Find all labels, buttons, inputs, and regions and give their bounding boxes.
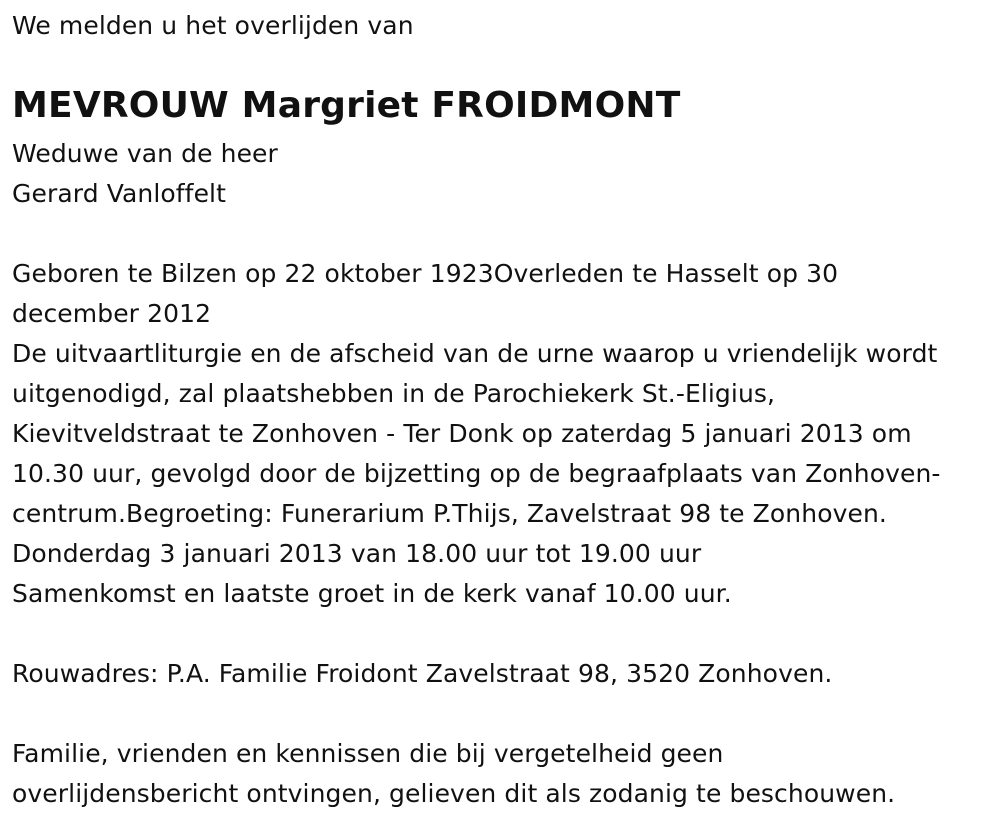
- spouse-line: Weduwe van de heer: [12, 139, 278, 168]
- detail-line: Kievitveldstraat te Zonhoven - Ter Donk op zaterdag 5 januari 2013 om: [12, 419, 912, 448]
- funeral-details: [12, 254, 941, 614]
- detail-line: december 2012: [12, 299, 212, 328]
- detail-line: Donderdag 3 januari 2013 van 18.00 uur tot 19.00 uur: [12, 539, 702, 568]
- address-line: Rouwadres: P.A. Familie Froidont Zavelstraat 98, 3520 Zonhoven.: [12, 659, 833, 688]
- mourning-address: [12, 654, 832, 694]
- spouse-line: Gerard Vanloffelt: [12, 179, 227, 208]
- closing-line: overlijdensbericht ontvingen, gelieven dit als zodanig te beschouwen.: [12, 779, 896, 808]
- detail-line: Geboren te Bilzen op 22 oktober 1923Overleden te Hasselt op 30: [12, 259, 839, 288]
- closing-note: [12, 734, 895, 814]
- spouse-info: [12, 134, 278, 214]
- closing-line: Familie, vrienden en kennissen die bij vergetelheid geen: [12, 739, 724, 768]
- intro-text: We melden u het overlijden van: [12, 11, 414, 40]
- detail-line: uitgenodigd, zal plaatshebben in de Parochiekerk St.-Eligius,: [12, 379, 776, 408]
- detail-line: 10.30 uur, gevolgd door de bijzetting op de begraafplaats van Zonhoven-: [12, 459, 941, 488]
- deceased-name: MEVROUW Margriet FROIDMONT: [12, 85, 681, 126]
- detail-line: Samenkomst en laatste groet in de kerk vanaf 10.00 uur.: [12, 579, 732, 608]
- detail-line: centrum.Begroeting: Funerarium P.Thijs, Zavelstraat 98 te Zonhoven.: [12, 499, 887, 528]
- detail-line: De uitvaartliturgie en de afscheid van de urne waarop u vriendelijk wordt: [12, 339, 938, 368]
